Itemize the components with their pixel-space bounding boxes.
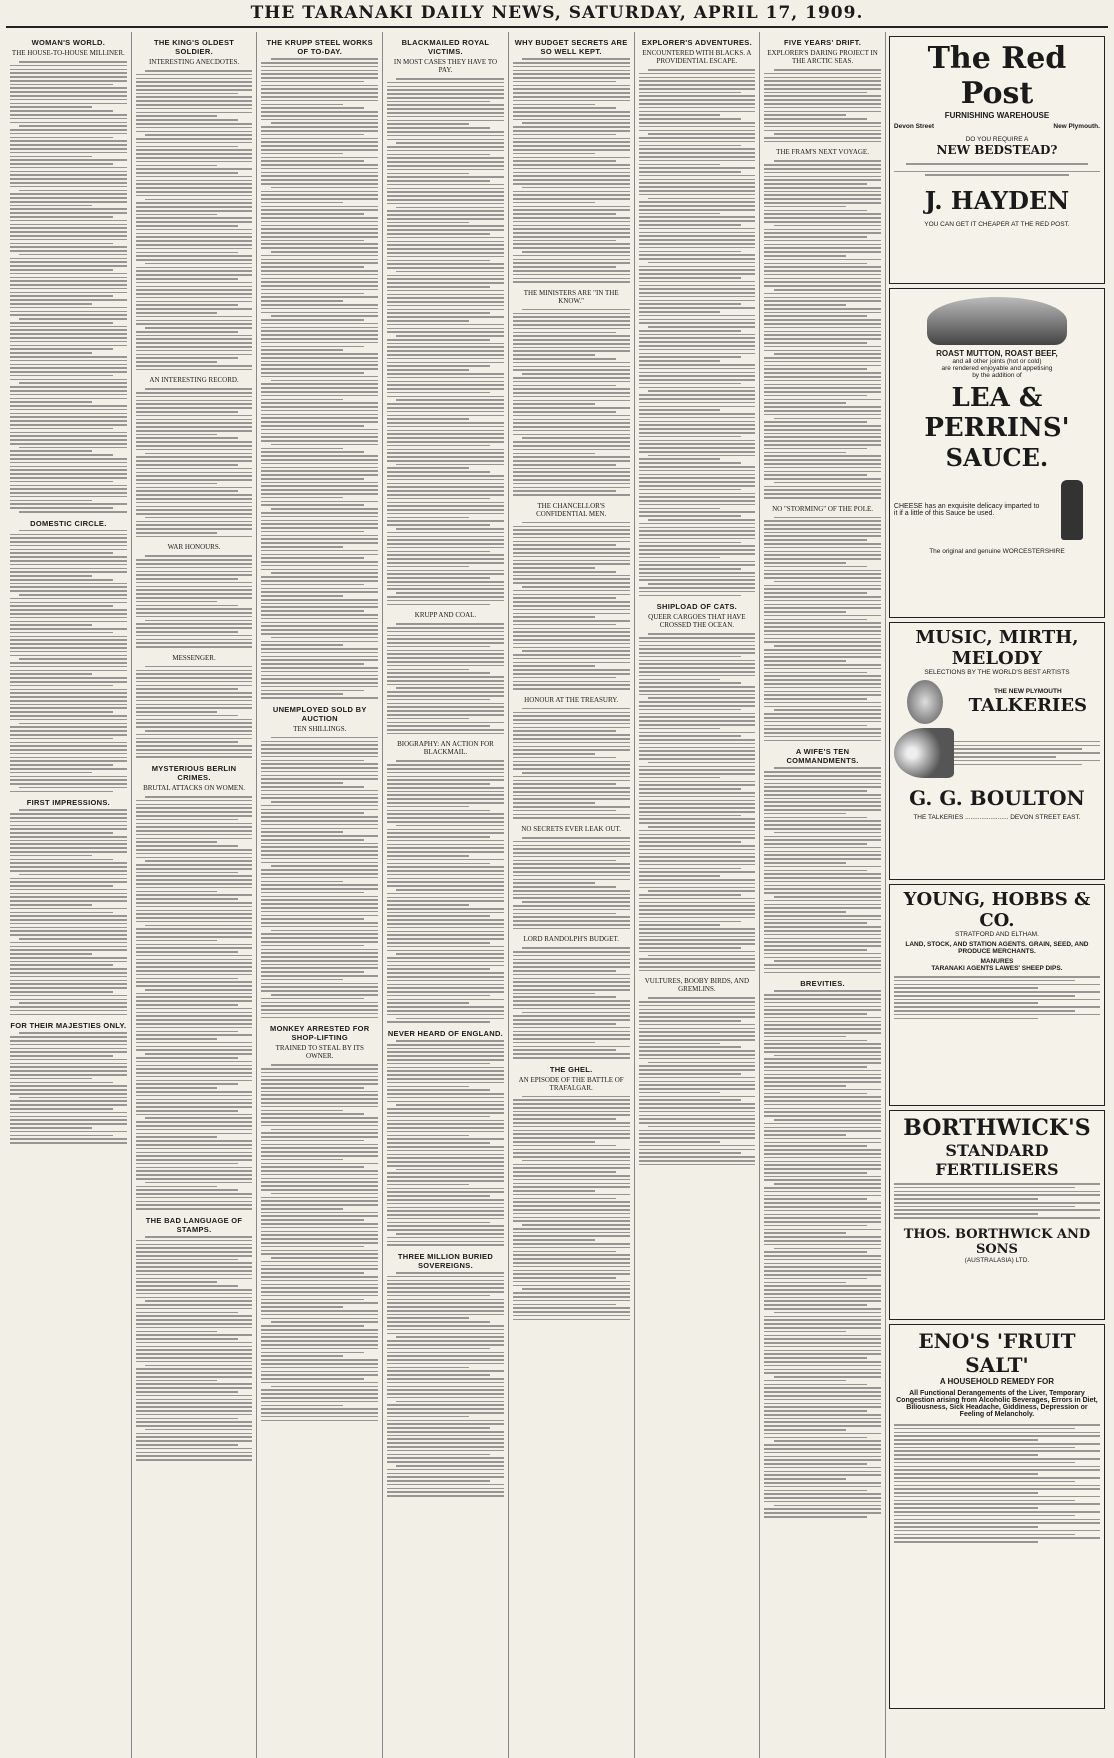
article-body [513,837,630,929]
portrait-icon [907,680,943,724]
article-subheadline: THE MINISTERS ARE "IN THE KNOW." [523,288,619,305]
columns-container [6,32,1108,1758]
article-headline: MONKEY ARRESTED FOR SHOP-LIFTING [270,1024,370,1043]
ad-music-the: THE NEW PLYMOUTH [993,688,1062,695]
masthead [6,0,1108,28]
ad-borthwick-subtitle: STANDARD FERTILISERS [935,1141,1059,1179]
article-subheadline: IN MOST CASES THEY HAVE TO PAY. [393,58,498,74]
article-headline: A WIFE'S TEN COMMANDMENTS. [786,747,859,766]
article-body [764,990,881,1517]
article-body [387,1040,504,1246]
article-subheadline: TEN SHILLINGS. [293,724,347,733]
article [387,1029,504,1246]
article [513,289,630,496]
article [639,977,756,1165]
ad-lea-perrins [889,288,1105,618]
article-headline: WHY BUDGET SECRETS ARE SO WELL KEPT. [514,38,628,56]
article-subheadline: AN INTERESTING RECORD. [149,376,239,385]
roast-dish-icon [927,297,1067,345]
article-body [387,760,504,1023]
article-body [136,555,253,647]
article-subheadline: HONOUR AT THE TREASURY. [524,695,619,704]
ad-young-places: STRATFORD AND ELTHAM. [954,931,1039,938]
article-subheadline: VULTURES, BOOBY BIRDS, AND GREMLINS. [644,977,750,994]
article-subheadline: NO "STORMING" OF THE POLE. [772,504,874,513]
article [513,825,630,929]
ad-red-post-street: Devon Street [893,123,935,130]
ad-borthwick-ltd: (AUSTRALASIA) LTD. [964,1256,1030,1264]
article-body [764,767,881,973]
article-headline: DOMESTIC CIRCLE. [30,518,107,528]
ad-eno-subtitle: A HOUSEHOLD REMEDY FOR [939,1377,1055,1386]
article-subheadline: NO SECRETS EVER LEAK OUT. [521,824,621,833]
ad-young-manures: MANURES [980,958,1014,965]
article [387,38,504,605]
article-headline: NEVER HEARD OF ENGLAND. [387,1028,504,1038]
article [136,764,253,1210]
article-subheadline: ENCOUNTERED WITH BLACKS. A PROVIDENTIAL ESCAPE. [642,49,752,65]
ad-red-post-subtitle: FURNISHING WAREHOUSE [944,111,1050,120]
article-headline: UNEMPLOYED SOLD BY AUCTION [272,704,367,723]
article-headline: BREVITIES. [800,979,845,989]
advertisement-column [886,32,1108,1758]
article-body [639,633,756,971]
article-body [136,388,253,537]
article-body [387,78,504,605]
ad-music-address: THE TALKERIES ........................ DEVON STREET EAST. [913,814,1081,821]
column-5 [509,32,635,1758]
ad-lp-brand: LEA & PERRINS' [924,383,1070,443]
ad-borthwick-company: THOS. BORTHWICK AND SONS [903,1226,1091,1257]
article [513,935,630,1058]
article [639,602,756,971]
ad-talkeries [889,622,1105,880]
article [639,38,756,596]
article [10,798,127,1015]
ad-young-agents: TARANAKI AGENTS LAWES' SHEEP DIPS. [931,965,1063,972]
ad-borthwick [889,1110,1105,1320]
article-body [261,58,378,699]
article-body [10,61,127,513]
article-body [10,1032,127,1143]
article-headline: EXPLORER'S ADVENTURES. [641,38,752,47]
column-4 [383,32,509,1758]
article-subheadline: THE CHANCELLOR'S CONFIDENTIAL MEN. [536,501,607,518]
ad-lp-line1: ROAST MUTTON, ROAST BEEF, [936,349,1058,358]
article-subheadline: EXPLORER'S DARING PROJECT IN THE ARCTIC SEAS. [767,49,878,65]
article [387,1252,504,1497]
article-subheadline: QUEER CARGOES THAT HAVE CROSSED THE OCEAN. [648,613,746,630]
article-headline: FIRST IMPRESSIONS. [26,798,111,808]
article [764,505,881,742]
article [387,740,504,1023]
article [136,376,253,537]
article-subheadline: THE FRAM'S NEXT VOYAGE. [776,148,869,157]
ad-red-post-tagline: YOU CAN GET IT CHEAPER AT THE RED POST. [924,220,1070,228]
article-body [261,1064,378,1421]
ad-music-proprietor: G. G. BOULTON [909,786,1085,810]
article-headline: FOR THEIR MAJESTIES ONLY. [10,1021,127,1031]
article-headline: THREE MILLION BURIED SOVEREIGNS. [397,1251,494,1270]
ad-eno-body: All Functional Derangements of the Liver, Temporary Congestion arising from Alcoholic Beverages, Errors in Diet, Biliousness, Sick Headache, Giddiness, Depression or Feeling of Melancholy. [896,1390,1098,1418]
article [136,654,253,758]
masthead-title: THE TARANAKI DAILY NEWS, SATURDAY, APRIL 17, 1909. [250,3,864,23]
article-headline: MYSTERIOUS BERLIN CRIMES. [151,764,237,783]
article [513,696,630,819]
article-subheadline: BIOGRAPHY: AN ACTION FOR BLACKMAIL. [397,740,494,757]
article-body [513,309,630,496]
article [136,38,253,370]
article-subheadline: WAR HONOURS. [167,543,221,552]
article-subheadline: MESSENGER. [172,653,216,662]
article [387,611,504,734]
column-2 [132,32,258,1758]
article [10,1021,127,1143]
sauce-bottle-icon [1061,480,1083,540]
article-body [764,69,881,142]
article-headline: THE KRUPP STEEL WORKS OF TO-DAY. [266,38,373,56]
article-headline: THE KING'S OLDEST SOLDIER. [153,38,235,56]
ad-red-post-product: NEW BEDSTEAD? [936,143,1058,157]
article [10,38,127,513]
article-body [261,737,378,1018]
ad-young-role: LAND, STOCK, AND STATION AGENTS. GRAIN, SEED, AND PRODUCE MERCHANTS. [905,941,1089,955]
ad-red-post [889,36,1105,284]
article-body [513,947,630,1058]
article [261,38,378,699]
article [764,38,881,142]
article [513,1065,630,1321]
article-body [136,70,253,370]
article-body [136,666,253,758]
article-headline: THE GHEL. [549,1064,593,1074]
article-body [387,623,504,734]
column-1 [6,32,132,1758]
ad-lp-line2: and all other joints (hot or cold) [952,358,1042,365]
article [136,1216,253,1461]
article [513,38,630,283]
column-3 [257,32,383,1758]
column-7 [760,32,886,1758]
ad-red-post-proprietor: J. HAYDEN [924,185,1070,215]
article [136,543,253,647]
article-subheadline: LORD RANDOLPH'S BUDGET. [523,935,619,944]
article-body [387,1272,504,1497]
article [764,979,881,1517]
article-headline: SHIPLOAD OF CATS. [656,602,738,612]
article-subheadline: BRUTAL ATTACKS ON WOMEN. [143,784,246,793]
ad-lp-original: The original and genuine WORCESTERSHIRE [929,548,1065,555]
article [261,1024,378,1421]
article-body [513,1096,630,1321]
article-headline: THE BAD LANGUAGE OF STAMPS. [145,1215,243,1234]
article-subheadline: TRAINED TO STEAL BY ITS OWNER. [275,1044,364,1061]
ad-borthwick-title: BORTHWICK'S [903,1115,1091,1141]
article-headline: BLACKMAILED ROYAL VICTIMS. [401,38,490,56]
article-body [513,58,630,283]
gramophone-icon [894,728,954,778]
ad-lp-cheese: CHEESE has an exquisite delicacy imparted to it if a little of this Sauce be used. [893,503,1040,517]
article-subheadline: KRUPP AND COAL. [414,611,477,620]
article-body [10,809,127,1015]
ad-music-talkeries: TALKERIES [968,695,1088,716]
article-body [639,69,756,596]
article-body [764,517,881,742]
ad-red-post-town: New Plymouth. [1053,123,1100,130]
ad-red-post-question: DO YOU REQUIRE A [965,136,1029,143]
ad-eno [889,1324,1105,1709]
ad-young-title: YOUNG, HOBBS & CO. [903,889,1091,931]
article-headline: FIVE YEARS' DRIFT. [784,38,862,47]
article-body [764,160,881,498]
article [261,705,378,1018]
article-body [10,530,127,793]
ad-young-hobbs [889,884,1105,1106]
ad-red-post-title: The Red Post [927,41,1067,111]
article-headline: WOMAN'S WORLD. [31,38,106,47]
article [764,148,881,498]
article-body [513,522,630,690]
column-6 [635,32,761,1758]
ad-eno-title: ENO'S 'FRUIT SALT' [918,1329,1076,1377]
ad-lp-line3: are rendered enjoyable and appetising [941,365,1053,372]
article-subheadline: THE HOUSE-TO-HOUSE MILLINER. [11,49,125,57]
article-subheadline: AN EPISODE OF THE BATTLE OF TRAFALGAR. [518,1075,624,1092]
ad-lp-product: SAUCE. [945,443,1049,472]
article [764,747,881,973]
ad-music-subtitle: SELECTIONS BY THE WORLD'S BEST ARTISTS [924,669,1070,676]
article-body [136,796,253,1210]
article [10,519,127,793]
ad-lp-line4: by the addition of [972,372,1022,379]
article-body [639,997,756,1165]
article-body [513,708,630,819]
article [513,502,630,690]
article-subheadline: INTERESTING ANECDOTES. [148,58,240,66]
ad-music-title: MUSIC, MIRTH, MELODY [915,627,1079,669]
article-body [136,1236,253,1461]
